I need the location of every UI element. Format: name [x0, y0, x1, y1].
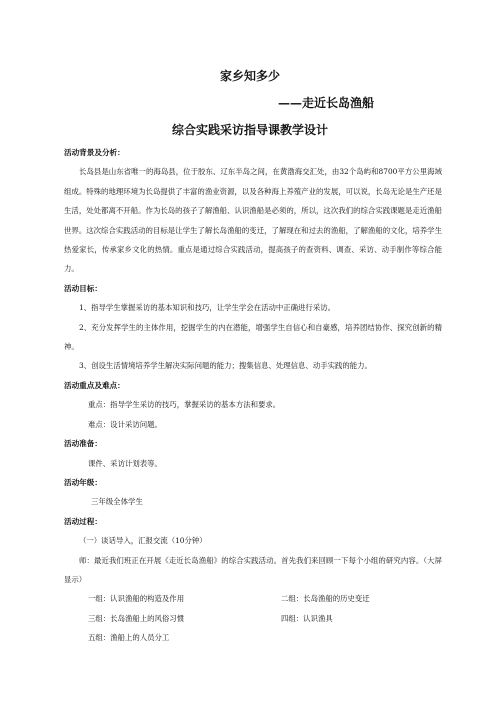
background-paragraph: 长岛县是山东省唯一的海岛县，位于胶东、辽东半岛之间，在黄渤海交汇处，由32个岛屿和8700平方公里海域组成。特殊的地理环境为长岛提供了丰富的渔业资源，以及各种海上养殖产业的发展，可以说，长岛无论是生产还是生活，处处都离不开船。作为长岛的孩子了解渔船、认识渔船是必须的，所以，这次我们的综合实践课题是走近渔船世界。这次综合实践活动的目标是让学生了解长岛渔船的变迁，了解现在和过去的渔船，了解渔船的文化，培养学生热爱家长，传承家乡文化的热情。重点是通过综合实践活动，提高孩子的查资料、调查、采访、动手制作等综合能力。 [64, 167, 442, 274]
group-item: 五组：渔船上的人员分工 [88, 633, 170, 643]
preparation-heading: 活动准备： [64, 439, 102, 449]
teacher-intro: 师：最近我们班正在开展《走近长岛渔船》的综合实践活动。首先我们来回顾一下每个小组的研究内容。（大屏显示） [64, 555, 442, 584]
goals-heading: 活动目标： [64, 283, 102, 293]
group-row-3 [64, 628, 442, 647]
background-heading: 活动背景及分析： [64, 148, 125, 157]
process-step-1: （一）谈话导入，汇报交流（10分钟） [79, 536, 207, 546]
goal-item-3: 3、创设生活情境培养学生解决实际问题的能力；搜集信息、处理信息、动手实践的能力。 [79, 361, 372, 371]
group-row-2 [64, 609, 442, 628]
grade-text: 三年级全体学生 [91, 497, 143, 507]
group-item: 一组：认识渔船的构造及作用 [88, 594, 185, 604]
group-item: 二组：长岛渔船的历史变迁 [281, 594, 370, 604]
key-point-text: 重点：指导学生采访的技巧，掌握采访的基本方法和要求。 [88, 400, 281, 410]
document-title: 家乡知多少 [219, 69, 280, 83]
goal-item-2: 2、充分发挥学生的主体作用，挖掘学生的内在潜能，增强学生自信心和自豪感，培养团结协作、探究创新的精神。 [64, 322, 442, 352]
difficulty-text: 难点：设计采访问题。 [88, 419, 162, 429]
group-row-1 [64, 589, 442, 608]
group-item: 三组：长岛渔船上的风俗习惯 [88, 613, 185, 623]
document-body [64, 143, 442, 648]
group-item: 四组：认识渔具 [281, 613, 333, 623]
key-points-heading: 活动重点及难点： [64, 380, 125, 390]
grade-heading: 活动年级： [64, 477, 102, 487]
goal-item-1: 1、指导学生掌握采访的基本知识和技巧，让学生学会在活动中正确进行采访。 [79, 303, 335, 313]
lesson-plan-title: 综合实践采访指导课教学设计 [171, 123, 328, 137]
document-subtitle: ——走近长岛渔船 [278, 96, 375, 110]
preparation-text: 课件、采访计划表等。 [88, 458, 162, 468]
process-heading: 活动过程： [64, 516, 102, 526]
